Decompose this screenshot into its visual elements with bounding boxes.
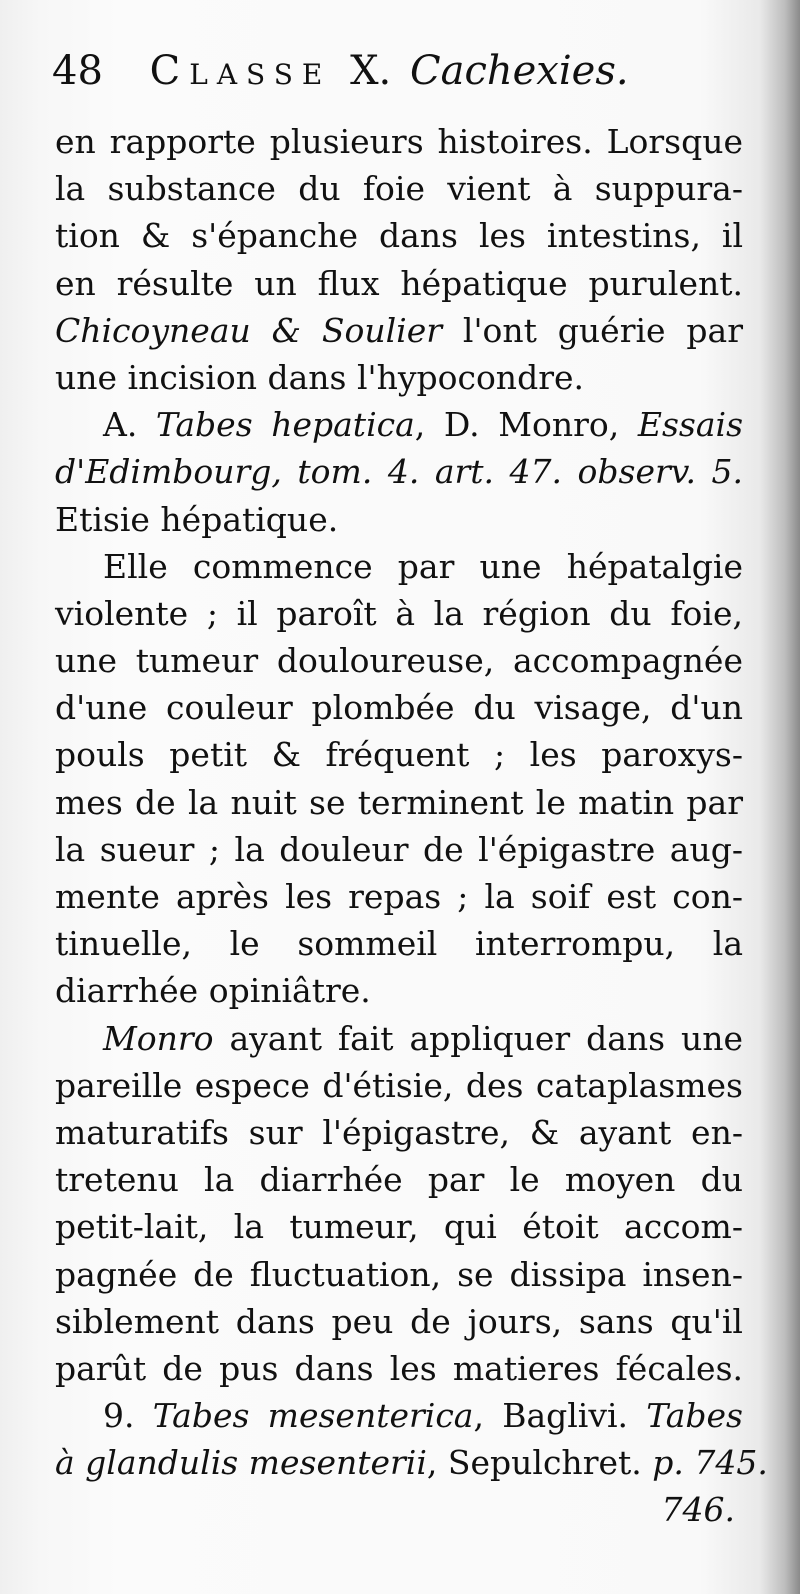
- text-segment: p. 745.: [652, 1443, 768, 1483]
- text-line: [55, 967, 743, 1014]
- text-line: [55, 165, 743, 212]
- text-line: [55, 543, 743, 590]
- text-segment: maturatifs sur l'épigastre, & ayant en-: [55, 1112, 743, 1152]
- text-segment: Tabes: [646, 1396, 743, 1436]
- text-line: [55, 118, 743, 165]
- text-segment: Etisie hépatique.: [55, 499, 339, 539]
- text-segment: la sueur ; la douleur de l'épigastre aug-: [55, 829, 743, 869]
- text-segment: Chicoyneau & Soulier: [55, 310, 443, 350]
- header-numeral: X.: [350, 48, 392, 94]
- text-segment: en résulte un flux hépatique purulent.: [55, 263, 743, 303]
- text-line: [55, 496, 743, 543]
- text-line: [55, 1345, 743, 1392]
- text-line: [55, 1486, 743, 1533]
- text-line: [55, 1156, 743, 1203]
- text-segment: ayant fait appliquer dans une: [213, 1018, 743, 1058]
- text-line: [55, 1439, 768, 1486]
- header-classe: Classe: [149, 48, 332, 94]
- text-segment: siblement dans peu de jours, sans qu'il: [55, 1301, 743, 1341]
- header-topic: Cachexies.: [410, 48, 629, 94]
- body-text: [55, 118, 768, 1534]
- text-line: [55, 637, 743, 684]
- text-segment: une incision dans l'hypocondre.: [55, 357, 584, 397]
- text-segment: pareille espece d'étisie, des cataplasmes: [55, 1065, 743, 1105]
- text-line: [55, 401, 743, 448]
- text-segment: tion & s'épanche dans les intestins, il: [55, 216, 743, 256]
- text-segment: petit-lait, la tumeur, qui étoit accom-: [55, 1207, 743, 1247]
- text-segment: d'Edimbourg, tom. 4. art. 47. observ. 5.: [55, 452, 743, 492]
- text-line: [55, 779, 743, 826]
- text-line: [55, 920, 743, 967]
- text-segment: la substance du foie vient à suppura-: [55, 169, 743, 209]
- text-line: [55, 307, 743, 354]
- text-line: [55, 1015, 743, 1062]
- text-segment: tretenu la diarrhée par le moyen du: [55, 1160, 743, 1200]
- text-line: [55, 260, 743, 307]
- page-number: 48: [52, 48, 103, 94]
- text-segment: en rapporte plusieurs histoires. Lorsque: [55, 122, 743, 161]
- text-line: [55, 448, 743, 495]
- text-segment: l'ont guérie par: [442, 310, 743, 350]
- text-segment: Monro: [103, 1018, 214, 1058]
- text-segment: , Sepulchret.: [426, 1443, 653, 1483]
- text-segment: mes de la nuit se terminent le matin par: [55, 782, 743, 822]
- text-segment: pouls petit & fréquent ; les paroxys-: [55, 735, 743, 775]
- running-header: [52, 48, 752, 94]
- text-line: [55, 354, 743, 401]
- text-line: [55, 1251, 743, 1298]
- text-line: [55, 1392, 743, 1439]
- text-line: [55, 873, 743, 920]
- text-line: [55, 684, 743, 731]
- text-line: [55, 1203, 743, 1250]
- text-segment: Tabes mesenterica: [152, 1396, 474, 1436]
- text-line: [55, 590, 743, 637]
- text-segment: mente après les repas ; la soif est con-: [55, 877, 743, 916]
- text-line: [55, 1109, 743, 1156]
- text-segment: 9.: [103, 1396, 153, 1436]
- text-segment: Tabes hepatica: [155, 405, 415, 445]
- text-line: [55, 1062, 743, 1109]
- text-segment: 746.: [661, 1490, 735, 1530]
- text-segment: pagnée de fluctuation, se dissipa insen-: [55, 1254, 743, 1294]
- text-segment: , Baglivi.: [473, 1396, 647, 1436]
- text-segment: tinuelle, le sommeil interrompu, la: [55, 924, 743, 964]
- text-segment: une tumeur douloureuse, accompagnée: [55, 641, 743, 681]
- text-segment: Essais: [637, 405, 743, 445]
- text-line: [55, 731, 743, 778]
- text-line: [55, 826, 743, 873]
- text-segment: d'une couleur plombée du visage, d'un: [55, 688, 743, 728]
- text-line: [55, 212, 743, 259]
- text-segment: Elle commence par une hépatalgie: [103, 546, 743, 586]
- text-segment: A.: [103, 405, 156, 445]
- text-segment: à glandulis mesenterii: [55, 1443, 427, 1483]
- text-segment: violente ; il paroît à la région du foie,: [55, 593, 743, 633]
- text-segment: parût de pus dans les matieres fécales.: [55, 1348, 743, 1388]
- text-line: [55, 1298, 743, 1345]
- text-segment: diarrhée opiniâtre.: [55, 971, 371, 1011]
- text-segment: , D. Monro,: [414, 405, 638, 445]
